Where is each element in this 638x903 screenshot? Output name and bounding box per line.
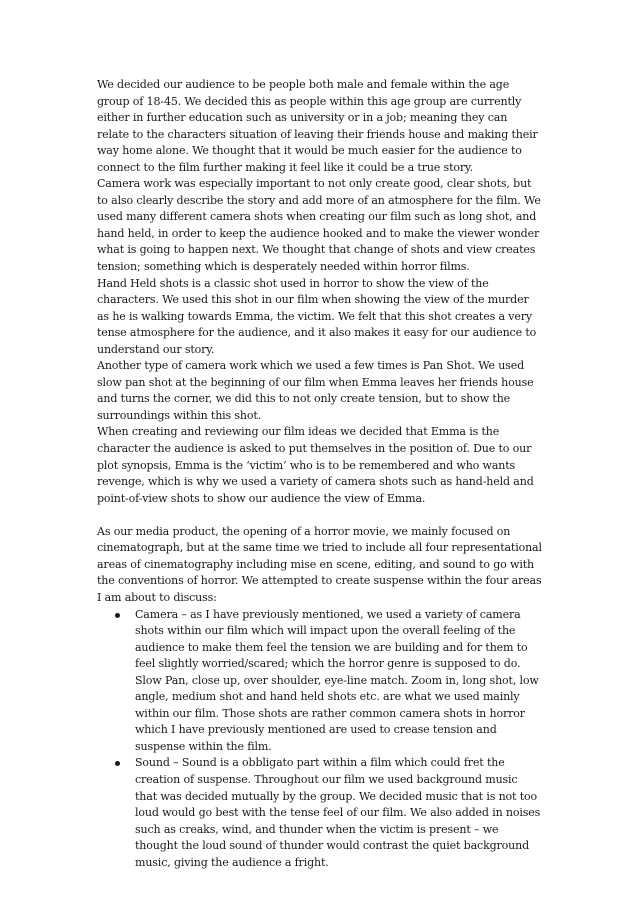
paragraph-audience: We decided our audience to be people both male and female within the age group of 18-45. We decided this as people within this age group are currently either in further education such as university or in a job; meaning they can relate to the characters situation of leaving their friends house and making their way home alone. We thought that it would be much easier for the audience to connect to the film further making it feel like it could be a true story.: [97, 78, 538, 174]
bullet-list: [97, 607, 542, 872]
bullet-text: Camera – as I have previously mentioned, we used a variety of camera shots within our film which will impact upon the overall feeling of the audience to make them feel the tension we are building and for them to feel slightly worried/scared; which the horror genre is supposed to do. Slow Pan, close up, over shoulder, eye-line match. Zoom in, long shot, low angle, medium shot and hand held shots etc. are what we used mainly within our film. Those shots are rather common camera shots in horror which I have previously mentioned are used to crease tension and suspense within the film.: [135, 607, 539, 753]
paragraph-camera-work: Camera work was especially important to not only create good, clear shots, but to also clearly describe the story and add more of an atmosphere for the film. We used many different camera shots when creating our film such as long shot, and hand held, in order to keep the audience hooked and to make the viewer wonder what is going to happen next. We thought that change of shots and view creates tension; something which is desperately needed within horror films.: [97, 177, 541, 274]
bullet-item-camera: [135, 607, 542, 756]
bullet-dot-icon: [115, 613, 120, 618]
bullet-item-sound: [135, 755, 542, 871]
paragraph-emma-character: When creating and reviewing our film ideas we decided that Emma is the character the audience is asked to put themselves in the position of. Due to our plot synopsis, Emma is the ‘victim’ who is to be remembered and who wants revenge, which is why we used a variety of camera shots such as hand-held and point-of-view shots to show our audience the view of Emma.: [97, 425, 534, 505]
paragraph-media-product: As our media product, the opening of a horror movie, we mainly focused on cinematograph, but at the same time we tried to include all four representational areas of cinematography including mise en scene, editing, and sound to go with the conventions of horror. We attempted to create suspense within the four areas I am about to discuss:: [97, 524, 542, 604]
paragraph-hand-held: Hand Held shots is a classic shot used in horror to show the view of the characters. We used this shot in our film when showing the view of the murder as he is walking towards Emma, the victim. We felt that this shot creates a very tense atmosphere for the audience, and it also makes it easy for our audience to understand our story.: [97, 276, 537, 356]
bullet-dot-icon: [115, 761, 120, 766]
document-body: [97, 77, 542, 871]
bullet-text: Sound – Sound is a obbligato part within a film which could fret the creation of suspense. Throughout our film we used background music that was decided mutually by the group. We decided music that is not too loud would go best with the tense feel of our film. We also added in noises such as creaks, wind, and thunder when the victim is present – we thought the loud sound of thunder would contrast the quiet background music, giving the audience a fright.: [135, 756, 541, 869]
paragraph-pan-shot: Another type of camera work which we used a few times is Pan Shot. We used slow pan shot at the beginning of our film when Emma leaves her friends house and turns the corner, we did this to not only create tension, but to show the surroundings within this shot.: [97, 359, 534, 422]
